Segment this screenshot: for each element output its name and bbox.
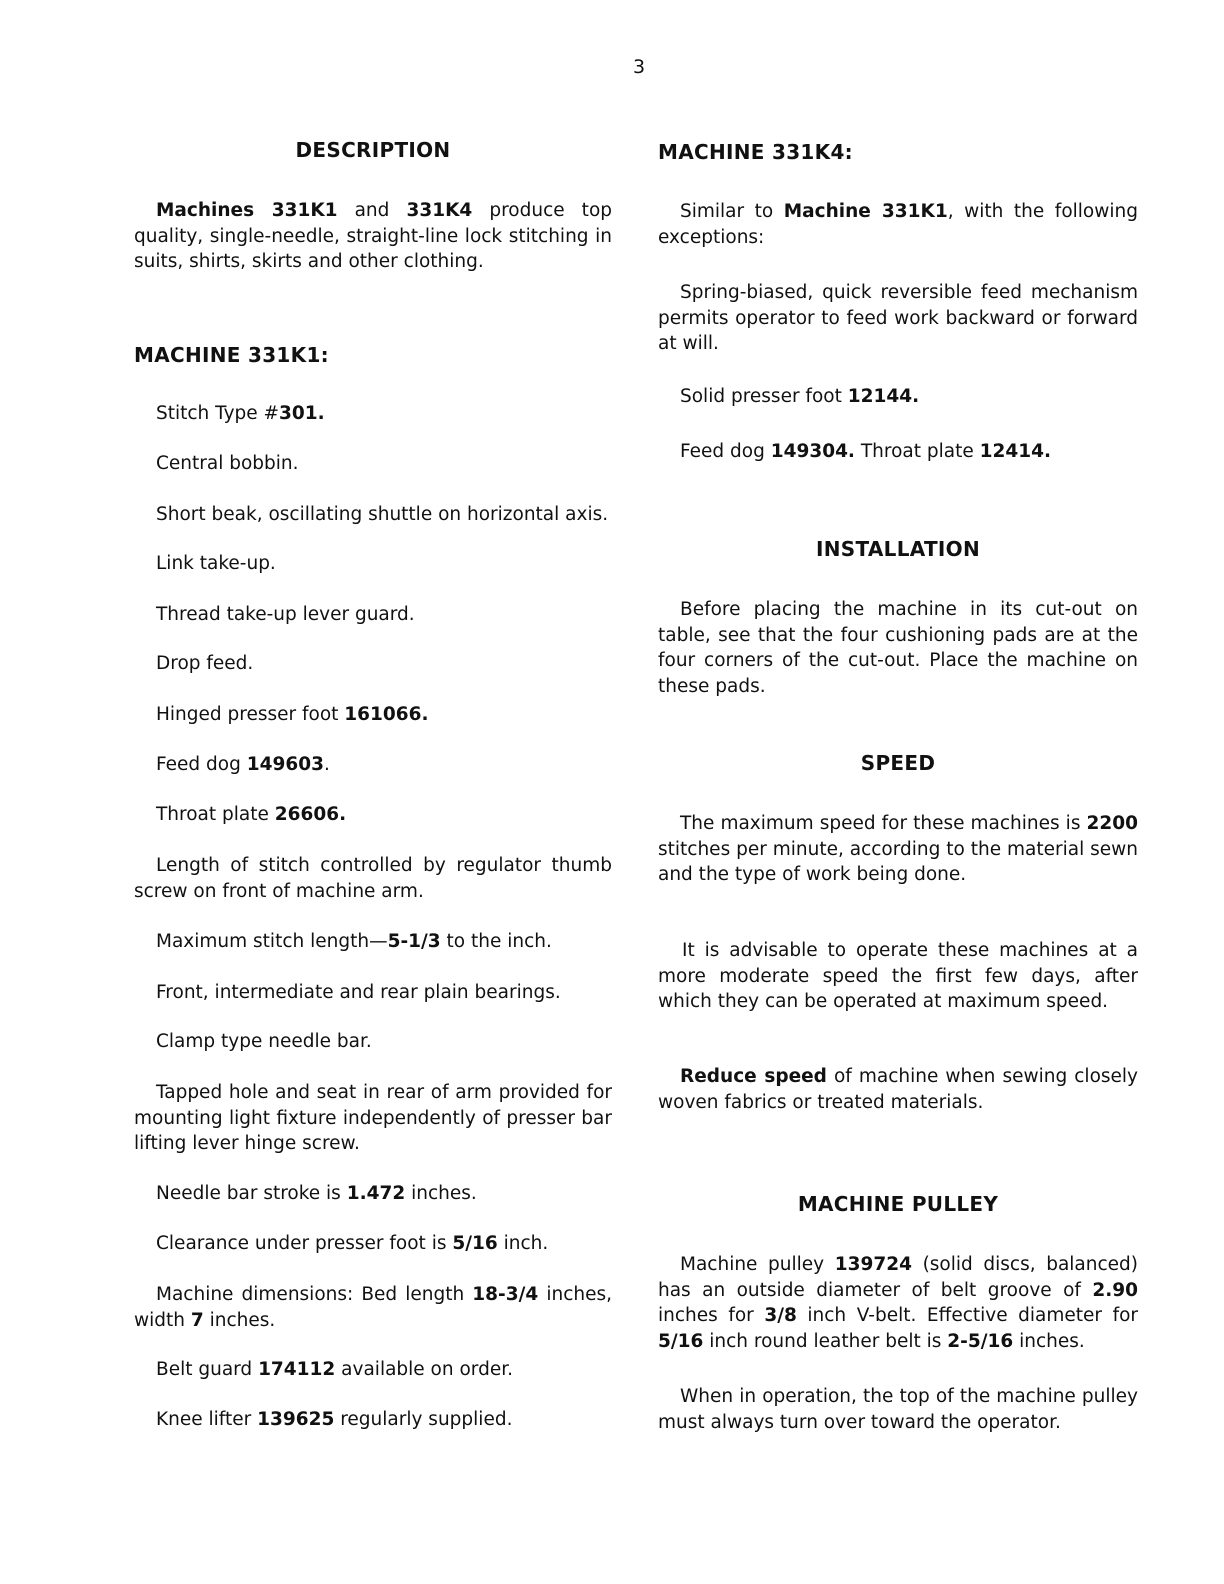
section-heading-machine-331k4: MACHINE 331K4: bbox=[658, 140, 853, 164]
section-heading-speed: SPEED bbox=[860, 751, 936, 775]
bold-text: 2.90 bbox=[1092, 1279, 1138, 1301]
installation-paragraph: Before placing the machine in its cut-out on table, see that the four cushioning pads are at the four corners of the cut-out. Place the machine on these pads. bbox=[658, 599, 1138, 697]
spec-item: Stitch Type #301. bbox=[156, 403, 325, 424]
spec-item: Similar to Machine 331K1, with the following exceptions: bbox=[658, 201, 1138, 248]
speed-paragraph: The maximum speed for these machines is 2200 stitches per minute, according to the material sewn and the type of work being done. bbox=[658, 813, 1138, 885]
spec-item: Machine dimensions: Bed length 18-3/4 inches, width 7 inches. bbox=[134, 1284, 612, 1331]
bold-text: 5/16 bbox=[658, 1330, 704, 1352]
bold-text: 12144. bbox=[847, 386, 920, 407]
description-paragraph: Machines 331K1 and 331K4 produce top quality, single-needle, straight-line lock stitching in suits, shirts, skirts and other clothing. bbox=[134, 200, 612, 272]
spec-item: Short beak, oscillating shuttle on horizontal axis. bbox=[156, 504, 609, 525]
bold-text: 139724 bbox=[834, 1254, 912, 1275]
bold-text: 174112 bbox=[258, 1359, 336, 1380]
bold-text: Machines 331K1 bbox=[156, 200, 338, 221]
spec-item: Throat plate 26606. bbox=[156, 804, 347, 825]
spec-item: Maximum stitch length—5-1/3 to the inch. bbox=[156, 931, 552, 952]
spec-item: Front, intermediate and rear plain bearings. bbox=[156, 982, 561, 1003]
spec-item: Link take-up. bbox=[156, 553, 276, 574]
page-number: 3 bbox=[632, 56, 646, 78]
spec-item: Knee lifter 139625 regularly supplied. bbox=[156, 1409, 513, 1430]
spec-item: Tapped hole and seat in rear of arm provided for mounting light fixture independently of presser bar lifting lever hinge screw. bbox=[134, 1082, 612, 1154]
spec-item: Spring-biased, quick reversible feed mechanism permits operator to feed work backward or forward at will. bbox=[658, 282, 1138, 354]
bold-text: Machine 331K1 bbox=[783, 201, 948, 222]
bold-text: 3/8 bbox=[764, 1305, 797, 1326]
bold-text: 26606. bbox=[274, 804, 347, 825]
spec-item: Needle bar stroke is 1.472 inches. bbox=[156, 1183, 477, 1204]
bold-text: 2200 bbox=[1086, 813, 1138, 834]
spec-item: Central bobbin. bbox=[156, 453, 299, 474]
spec-item: Belt guard 174112 available on order. bbox=[156, 1359, 513, 1380]
bold-text: 5/16 bbox=[452, 1233, 498, 1254]
bold-text: 12414. bbox=[979, 441, 1051, 462]
spec-item: Solid presser foot 12144. bbox=[680, 386, 920, 407]
speed-paragraph: Reduce speed of machine when sewing closely woven fabrics or treated materials. bbox=[658, 1066, 1138, 1113]
spec-item: Feed dog 149304. Throat plate 12414. bbox=[680, 441, 1051, 462]
spec-item: Feed dog 149603. bbox=[156, 754, 330, 775]
spec-item: Clamp type needle bar. bbox=[156, 1031, 372, 1052]
bold-text: 161066. bbox=[344, 704, 429, 725]
section-heading-installation: INSTALLATION bbox=[816, 537, 980, 561]
spec-item: Drop feed. bbox=[156, 653, 254, 674]
bold-text: 5-1/3 bbox=[387, 931, 441, 952]
section-heading-machine-pulley: MACHINE PULLEY bbox=[797, 1192, 999, 1216]
bold-text: 2-5/16 bbox=[947, 1330, 1014, 1352]
spec-item: Thread take-up lever guard. bbox=[156, 604, 415, 625]
bold-text: 18-3/4 bbox=[472, 1284, 539, 1305]
spec-item: Hinged presser foot 161066. bbox=[156, 704, 429, 725]
bold-text: 7 bbox=[190, 1309, 204, 1331]
pulley-paragraph: When in operation, the top of the machine pulley must always turn over toward the operator. bbox=[658, 1386, 1138, 1433]
spec-item: Clearance under presser foot is 5/16 inch. bbox=[156, 1233, 549, 1254]
pulley-paragraph: Machine pulley 139724 (solid discs, balanced) has an outside diameter of belt groove of 2.90 inches for 3/8 inch V-belt. Effective diameter for 5/16 inch round leather belt is 2-5/16 inches. bbox=[658, 1254, 1139, 1352]
bold-text: 149304. bbox=[770, 441, 855, 462]
bold-text: 139625 bbox=[257, 1409, 335, 1430]
speed-paragraph: It is advisable to operate these machines at a more moderate speed the first few days, after which they can be operated at maximum speed. bbox=[658, 940, 1138, 1012]
bold-text: 1.472 bbox=[346, 1183, 406, 1204]
bold-text: 301. bbox=[279, 403, 325, 424]
spec-item: Length of stitch controlled by regulator thumb screw on front of machine arm. bbox=[134, 855, 612, 902]
bold-text: 331K4 bbox=[406, 200, 473, 221]
bold-text: Reduce speed bbox=[680, 1066, 827, 1087]
section-heading-description: DESCRIPTION bbox=[295, 138, 451, 162]
bold-text: 149603 bbox=[246, 754, 324, 775]
section-heading-machine-331k1: MACHINE 331K1: bbox=[134, 343, 329, 367]
